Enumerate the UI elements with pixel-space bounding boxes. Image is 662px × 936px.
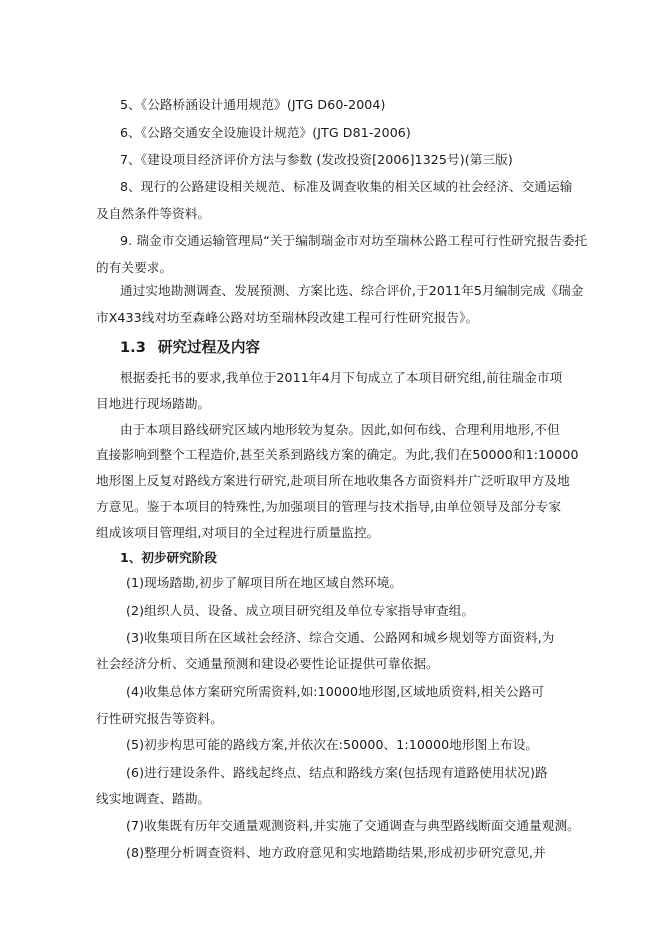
step-7: (7)收集既有历年交通量观测资料,并实施了交通调查与典型路线断面交通量观测。: [126, 818, 580, 833]
subsection-heading: 1、初步研究阶段: [120, 550, 217, 565]
paragraph-line: 由于本项目路线研究区域内地形较为复杂。因此,如何布线、合理利用地形,不但: [120, 422, 560, 437]
step-2: (2)组织人员、设备、成立项目研究组及单位专家指导审查组。: [126, 603, 475, 618]
section-heading: [120, 339, 260, 357]
paragraph-line: 地形图上反复对路线方案进行研究,赴项目所在地收集各方面资料并广泛听取甲方及地: [96, 473, 570, 488]
section-title: 研究过程及内容: [157, 339, 261, 356]
reference-item-8-cont: 及自然条件等资料。: [96, 206, 211, 221]
paragraph-line: 组成该项目管理组,对项目的全过程进行质量监控。: [96, 525, 380, 540]
summary-paragraph: 通过实地勘测调查、发展预测、方案比选、综合评价,于2011年5月编制完成《瑞金: [120, 283, 584, 298]
reference-item-9-cont: 的有关要求。: [96, 260, 173, 275]
step-4-cont: 行性研究报告等资料。: [96, 711, 223, 726]
step-6-cont: 线实地调查、踏勘。: [96, 791, 211, 806]
paragraph-line: 目地进行现场踏勘。: [96, 396, 211, 411]
summary-paragraph-cont: 市X433线对坊至森峰公路对坊至瑞林段改建工程可行性研究报告》。: [96, 310, 479, 325]
reference-item-5: 5、《公路桥涵设计通用规范》(JTG D60-2004): [120, 97, 386, 112]
step-3-cont: 社会经济分析、交通量预测和建设必要性论证提供可靠依据。: [96, 656, 439, 671]
step-4: (4)收集总体方案研究所需资料,如:10000地形图,区域地质资料,相关公路可: [126, 684, 545, 699]
step-1: (1)现场踏勘,初步了解项目所在地区域自然环境。: [126, 575, 403, 590]
step-5: (5)初步构思可能的路线方案,并依次在:50000、1:10000地形图上布设。: [126, 737, 539, 752]
step-3: (3)收集项目所在区域社会经济、综合交通、公路网和城乡规划等方面资料,为: [126, 630, 555, 645]
step-8: (8)整理分析调查资料、地方政府意见和实地踏勘结果,形成初步研究意见,并: [126, 845, 546, 860]
reference-item-6: 6、《公路交通安全设施设计规范》(JTG D81-2006): [120, 125, 411, 140]
section-number: 1.3: [120, 339, 146, 356]
reference-item-8: 8、现行的公路建设相关规范、标准及调查收集的相关区域的社会经济、交通运输: [120, 179, 573, 194]
paragraph-line: 根据委托书的要求,我单位于2011年4月下旬成立了本项目研究组,前往瑞金市项: [120, 370, 563, 385]
paragraph-line: 方意见。鉴于本项目的特殊性,为加强项目的管理与技术指导,由单位领导及部分专家: [96, 499, 562, 514]
reference-item-9: 9. 瑞金市交通运输管理局“关于编制瑞金市对坊至瑞林公路工程可行性研究报告委托: [120, 233, 588, 248]
paragraph-line: 直接影响到整个工程造价,甚至关系到路线方案的确定。为此,我们在50000和1:10000: [96, 447, 579, 462]
reference-item-7: 7、《建设项目经济评价方法与参数 (发改投资[2006]1325号)(第三版): [120, 152, 513, 167]
step-6: (6)进行建设条件、路线起终点、结点和路线方案(包括现有道路使用状况)路: [126, 765, 548, 780]
